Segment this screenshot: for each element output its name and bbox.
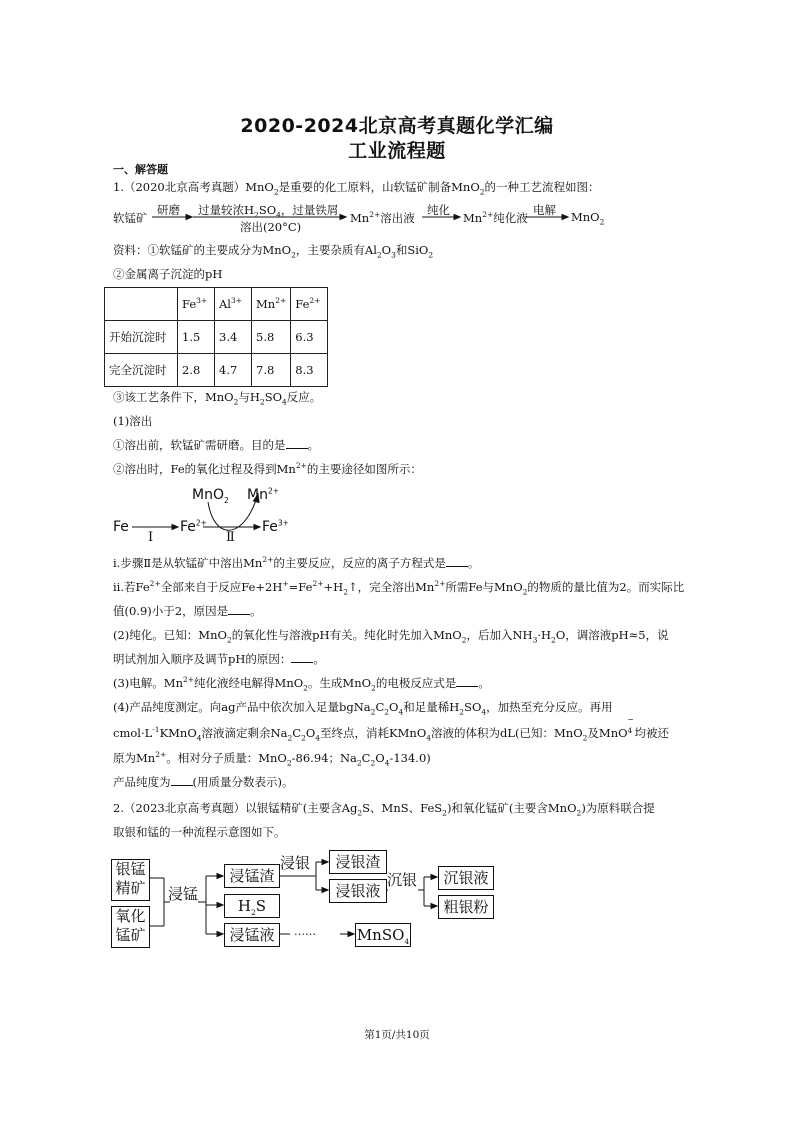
manganese-oxide-ore-box: 氧化 锰矿 bbox=[111, 906, 150, 948]
table-row-label: 完全沉淀时 bbox=[105, 354, 178, 387]
precipitate-silver-label: 沉银 bbox=[387, 871, 418, 889]
mn2-label: $Mn^{2+}$ bbox=[247, 486, 280, 503]
flow-ellipsis: …… bbox=[294, 925, 316, 938]
table-header-cell: $Mn^{2+}$ bbox=[252, 288, 291, 321]
flow-product-purified: $Mn^{2+}$纯化液 bbox=[463, 210, 528, 225]
mn-filtrate-box: 浸锰液 bbox=[224, 923, 280, 947]
mno2-label: MnO$_2$ bbox=[192, 487, 229, 505]
table-cell: 8.3 bbox=[291, 354, 328, 387]
leach-manganese-label: 浸锰 bbox=[168, 885, 199, 903]
fe2-label: $Fe^{2+}$ bbox=[180, 518, 207, 535]
q1-info-3: ③该工艺条件下，MnO$_2$与$H_2SO_4$反应。 bbox=[113, 390, 322, 407]
flow-step-electrolysis: 电解 bbox=[533, 203, 556, 217]
table-header-cell: $Al^{3+}$ bbox=[215, 288, 252, 321]
table-header-cell: $Fe^{3+}$ bbox=[178, 288, 215, 321]
q1-part-1-2-ii-line2: 值(0.9)小于2，原因是 。 bbox=[113, 604, 262, 618]
q1-part-4-line1: (4)产品纯度测定。向ag产品中依次加入足量$bgNa_2C_2O_4$和足量稀$H_2SO_4$，加热至充分反应。再用 bbox=[113, 700, 613, 717]
q1-part-4-line4: 产品纯度为 (用质量分数表示)。 bbox=[113, 775, 294, 789]
flow-raw-ore: 软锰矿 bbox=[113, 211, 148, 225]
flow-step-leach-condition: 溶出(20°C) bbox=[240, 220, 302, 234]
q1-part-1-heading: (1)溶出 bbox=[113, 414, 153, 428]
document-title: 2020-2024北京高考真题化学汇编 bbox=[240, 115, 554, 137]
table-cell: 2.8 bbox=[178, 354, 215, 387]
silver-manganese-ore-box: 银锰 精矿 bbox=[111, 859, 150, 901]
mn-residue-box: 浸锰渣 bbox=[224, 864, 280, 888]
document-subtitle: 工业流程题 bbox=[348, 140, 446, 162]
page-number: 第1页/共10页 bbox=[364, 1029, 430, 1041]
table-cell: 6.3 bbox=[291, 321, 328, 354]
q1-part-1-2-ii-line1: ii.若$Fe^{2+}$全部来自于反应$Fe+2H^+=Fe^{2+}+H_2↑$，完全溶出$Mn^{2+}$所需Fe与MnO$_2$的物质的量比值为2。而实际比 bbox=[113, 579, 685, 597]
leach-silver-label: 浸银 bbox=[280, 854, 311, 872]
precip-liquid-box: 沉银液 bbox=[438, 866, 494, 890]
flow-step-grind: 研磨 bbox=[157, 203, 180, 217]
table-cell: 3.4 bbox=[215, 321, 252, 354]
q1-info-1: 资料：①软锰矿的主要成分为MnO$_2$，主要杂质有$Al_2O_3$和SiO$_2$ bbox=[113, 243, 434, 260]
table-row-label: 开始沉淀时 bbox=[105, 321, 178, 354]
step-ii-label: Ⅱ bbox=[226, 530, 235, 545]
flow-step-purify: 纯化 bbox=[427, 203, 450, 217]
flow-product-leachate: $Mn^{2+}$溶出液 bbox=[350, 210, 415, 225]
table-cell: 7.8 bbox=[252, 354, 291, 387]
ag-residue-box: 浸银渣 bbox=[329, 850, 387, 874]
table-cell: 4.7 bbox=[215, 354, 252, 387]
h2s-box: $H_2S$ bbox=[224, 894, 280, 918]
q1-info-2: ②金属离子沉淀的pH bbox=[113, 267, 223, 281]
table-header-cell: $Fe^{2+}$ bbox=[291, 288, 328, 321]
mnso4-box: MnSO$_4$ bbox=[355, 923, 411, 947]
q2-intro-line1: 2.（2023北京高考真题）以银锰精矿(主要含$Ag_2S$、MnS、FeS$_2$)和氧化锰矿(主要含MnO$_2$)为原料联合提 bbox=[113, 801, 655, 818]
flow-final-product: MnO$_2$ bbox=[571, 210, 605, 227]
q1-part-2-line2: 明试剂加入顺序及调节pH的原因： 。 bbox=[113, 652, 325, 666]
table-cell: 1.5 bbox=[178, 321, 215, 354]
q1-intro: 1.（2020北京高考真题）MnO$_2$是重要的化工原料，山软锰矿制备MnO$_2$的一种工艺流程如图： bbox=[113, 180, 600, 197]
q1-part-4-line2: $cmol\cdot L^{-1}KMnO_4$溶液滴定剩余$Na_2C_2O_4$至终点，消耗KMnO$_4$溶液的体积为dL(已知：MnO$_2$及MnO − 4 均被还 bbox=[113, 715, 670, 743]
crude-silver-box: 粗银粉 bbox=[438, 895, 494, 919]
ag-filtrate-box: 浸银液 bbox=[329, 879, 387, 903]
table-cell: 5.8 bbox=[252, 321, 291, 354]
fe3-label: $Fe^{3+}$ bbox=[262, 518, 289, 535]
q1-part-1-2-i: i.步骤Ⅱ是从软锰矿中溶出$Mn^{2+}$的主要反应，反应的离子方程式是 。 bbox=[113, 555, 480, 570]
step-i-label: Ⅰ bbox=[148, 530, 154, 545]
q1-part-1-2: ②溶出时，Fe的氧化过程及得到$Mn^{2+}$的主要途径如图所示： bbox=[113, 461, 422, 476]
fe-label: Fe bbox=[113, 519, 129, 535]
q2-intro-line2: 取银和锰的一种流程示意图如下。 bbox=[113, 825, 286, 839]
q1-part-2-line1: (2)纯化。已知：MnO$_2$的氧化性与溶液pH有关。纯化时先加入MnO$_2$，后加入$NH_3\cdot H_2O$，调溶液pH≈5，说 bbox=[113, 628, 669, 645]
flow-step-leach-reagents: 过量较浓$H_2SO_4$，过量铁屑 bbox=[198, 203, 339, 220]
section-heading: 一、解答题 bbox=[113, 163, 168, 176]
q1-part-3: (3)电解。$Mn^{2+}$纯化液经电解得MnO$_2$。生成MnO$_2$的电极反应式是 。 bbox=[113, 675, 490, 693]
q1-part-4-line3: 原为$Mn^{2+}$。相对分子质量：MnO$_2$-86.94；$Na_2C_2O_4-134.0$) bbox=[113, 750, 431, 768]
q1-part-1-1: ①溶出前，软锰矿需研磨。目的是 。 bbox=[113, 438, 319, 452]
